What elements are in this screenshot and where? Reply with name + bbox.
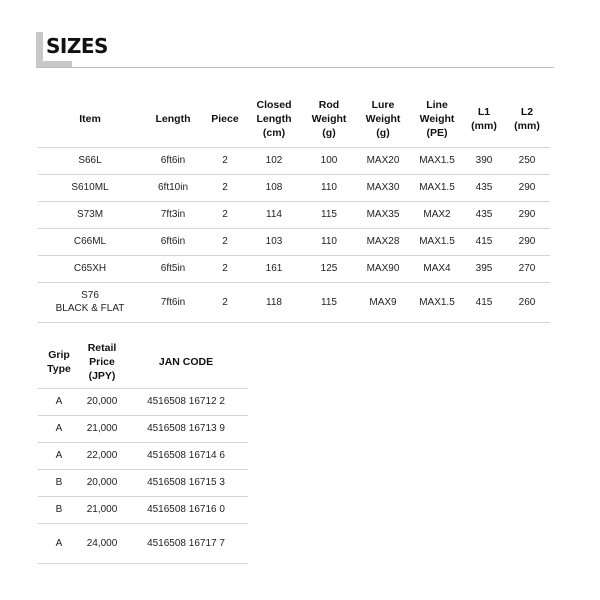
cell-retail-price: 21,000 <box>86 504 118 515</box>
cell-length: 6ft6in <box>160 236 186 247</box>
cell-jan-code: 4516508 16715 3 <box>147 477 225 488</box>
cell-grip-type: B <box>55 477 63 488</box>
cell-piece: 2 <box>222 209 228 220</box>
cell-length: 6ft10in <box>157 182 189 193</box>
cell-lure-weight: MAX20 <box>366 155 400 166</box>
table-row <box>38 228 550 255</box>
cell-piece: 2 <box>222 263 228 274</box>
header-l1: L1 (mm) <box>471 106 497 133</box>
cell-length: 6ft6in <box>160 155 186 166</box>
price-header-row <box>38 336 248 388</box>
cell-rod-weight: 100 <box>320 155 338 166</box>
cell-l1: 390 <box>475 155 493 166</box>
cell-item: C65XH <box>73 263 107 274</box>
header-l2: L2 (mm) <box>514 106 540 133</box>
cell-retail-price: 21,000 <box>86 423 118 434</box>
cell-line-weight: MAX2 <box>423 209 451 220</box>
cell-line-weight: MAX1.5 <box>419 182 455 193</box>
cell-length: 7ft3in <box>160 209 186 220</box>
cell-retail-price: 20,000 <box>86 396 118 407</box>
cell-piece: 2 <box>222 236 228 247</box>
cell-item: C66ML <box>73 236 107 247</box>
cell-retail-price: 20,000 <box>86 477 118 488</box>
cell-line-weight: MAX1.5 <box>419 296 455 308</box>
cell-rod-weight: 110 <box>321 236 337 247</box>
cell-piece: 2 <box>222 296 228 308</box>
table-row <box>38 201 550 228</box>
cell-jan-code: 4516508 16716 0 <box>147 504 225 515</box>
cell-grip-type: B <box>55 504 63 515</box>
cell-retail-price: 24,000 <box>86 537 118 549</box>
cell-retail-price: 22,000 <box>86 450 118 461</box>
header-lure-weight: Lure Weight (g) <box>365 99 401 140</box>
header-length: Length <box>155 113 191 126</box>
header-jan-code: JAN CODE <box>158 355 214 368</box>
heading-divider <box>36 67 554 68</box>
cell-l1: 415 <box>475 236 493 247</box>
cell-rod-weight: 110 <box>321 182 337 193</box>
cell-lure-weight: MAX35 <box>366 209 400 220</box>
cell-lure-weight: MAX30 <box>366 182 400 193</box>
cell-rod-weight: 125 <box>320 263 338 274</box>
cell-line-weight: MAX4 <box>423 263 451 274</box>
cell-closed-length: 108 <box>265 182 283 193</box>
section-title: SIZES <box>46 34 108 58</box>
header-closed-length: Closed Length (cm) <box>256 99 292 140</box>
header-grip-type: Grip Type <box>47 348 71 375</box>
cell-closed-length: 102 <box>265 155 283 166</box>
table-row <box>38 255 550 282</box>
cell-rod-weight: 115 <box>321 296 337 308</box>
cell-grip-type: A <box>55 450 63 461</box>
table-row <box>38 523 248 563</box>
header-piece: Piece <box>211 113 239 126</box>
cell-piece: 2 <box>222 155 228 166</box>
cell-l1: 415 <box>475 296 493 308</box>
cell-jan-code: 4516508 16713 9 <box>147 423 225 434</box>
table-row <box>38 469 248 496</box>
cell-closed-length: 161 <box>265 263 283 274</box>
table-row <box>38 442 248 469</box>
table-row <box>38 147 550 174</box>
cell-l1: 435 <box>475 182 493 193</box>
header-line-weight: Line Weight (PE) <box>419 99 455 140</box>
cell-l2: 270 <box>518 263 536 274</box>
cell-jan-code: 4516508 16712 2 <box>147 396 225 407</box>
cell-lure-weight: MAX90 <box>366 263 400 274</box>
cell-l1: 435 <box>475 209 493 220</box>
table-row <box>38 496 248 523</box>
cell-closed-length: 114 <box>266 209 282 220</box>
cell-closed-length: 103 <box>265 236 283 247</box>
cell-grip-type: A <box>55 396 63 407</box>
cell-l2: 290 <box>518 182 536 193</box>
table-row <box>38 174 550 201</box>
cell-grip-type: A <box>55 423 63 434</box>
header-retail-price: Retail Price (JPY) <box>87 341 117 382</box>
cell-l1: 395 <box>475 263 493 274</box>
cell-piece: 2 <box>222 182 228 193</box>
cell-jan-code: 4516508 16714 6 <box>147 450 225 461</box>
cell-lure-weight: MAX28 <box>366 236 400 247</box>
cell-item: S73M <box>76 209 104 220</box>
cell-line-weight: MAX1.5 <box>419 236 455 247</box>
cell-item: S610ML <box>71 182 109 193</box>
cell-l2: 290 <box>518 236 536 247</box>
table-row <box>38 388 248 415</box>
cell-length: 7ft6in <box>160 296 186 308</box>
cell-length: 6ft5in <box>160 263 186 274</box>
cell-closed-length: 118 <box>266 296 282 308</box>
cell-item: S66L <box>78 155 102 166</box>
cell-line-weight: MAX1.5 <box>419 155 455 166</box>
section-heading <box>36 30 554 68</box>
cell-l2: 290 <box>518 209 536 220</box>
header-rod-weight: Rod Weight (g) <box>311 99 347 140</box>
specs-table <box>38 92 550 323</box>
cell-lure-weight: MAX9 <box>369 296 397 308</box>
table-row <box>38 282 550 322</box>
cell-grip-type: A <box>55 537 63 549</box>
cell-l2: 260 <box>518 296 536 308</box>
cell-item: S76 BLACK & FLAT <box>55 290 125 314</box>
table-row <box>38 415 248 442</box>
price-table <box>38 336 248 564</box>
cell-rod-weight: 115 <box>321 209 337 220</box>
specs-header-row <box>38 92 550 147</box>
cell-jan-code: 4516508 16717 7 <box>147 537 225 549</box>
cell-l2: 250 <box>518 155 536 166</box>
header-item: Item <box>79 113 101 126</box>
